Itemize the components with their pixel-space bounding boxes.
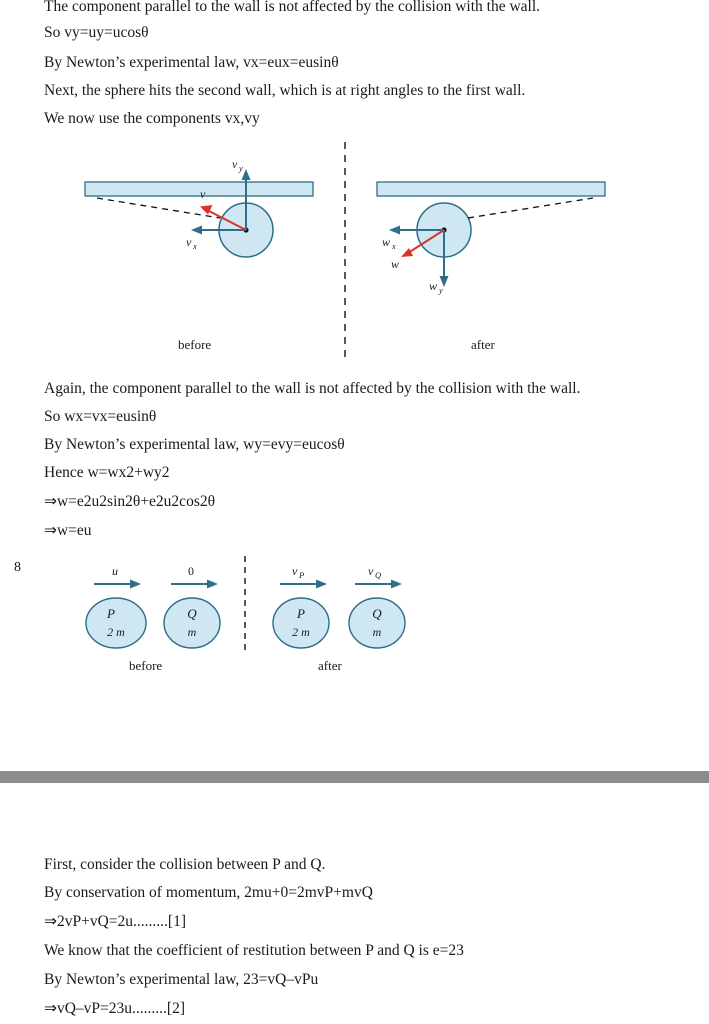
label-vy-before: v — [232, 157, 238, 171]
paragraph-line: The component parallel to the wall is not affected by the collision with the wall. — [44, 0, 541, 15]
svg-text:x: x — [392, 241, 396, 251]
label-u: u — [112, 564, 118, 578]
figure-caption-before: before — [178, 337, 212, 352]
label-mass-q-after: m — [372, 625, 382, 639]
svg-text:y: y — [239, 163, 243, 173]
w-arrowhead-after — [401, 248, 413, 257]
label-wx-after: w — [382, 235, 391, 249]
label-q-after: Q — [372, 606, 382, 621]
paragraph-line: ⇒2vP+vQ=2u.........[1] — [44, 913, 186, 930]
paragraph-line: We know that the coefficient of restitution between P and Q is e=23 — [44, 942, 464, 959]
label-mass-q-before: m — [187, 625, 197, 639]
label-zero: 0 — [188, 564, 194, 578]
paragraph-line: So wx=vx=eusinθ — [44, 408, 157, 425]
label-p-before: P — [107, 606, 115, 621]
outgoing-path-after — [468, 198, 593, 218]
wall-after — [377, 182, 605, 196]
paragraph-line: ⇒w=eu — [44, 522, 92, 539]
wall-before — [85, 182, 313, 196]
paragraph-line: By conservation of momentum, 2mu+0=2mvP+mvQ — [44, 884, 373, 901]
sphere-figure-caption-after: after — [318, 658, 342, 673]
paragraph-line: By Newton’s experimental law, vx=eux=eusinθ — [44, 54, 339, 71]
label-mass-p-after: 2 m — [292, 625, 310, 639]
paragraph-line: First, consider the collision between P and Q. — [44, 856, 326, 873]
sphere-p-before — [86, 598, 146, 648]
label-vp: v — [292, 564, 298, 578]
v-arrowhead-before — [200, 205, 213, 215]
wx-arrowhead-after — [389, 226, 400, 235]
svg-text:P: P — [299, 570, 305, 580]
velocity-arrowhead-p-after — [316, 580, 327, 589]
svg-text:x: x — [193, 241, 197, 251]
sphere-figure-caption-before: before — [129, 658, 163, 673]
paragraph-line: ⇒vQ–vP=23u.........[2] — [44, 1000, 185, 1017]
sphere-collision-figure — [78, 556, 423, 656]
paragraph-line: Again, the component parallel to the wall is not affected by the collision with the wall. — [44, 380, 581, 397]
paragraph-line: By Newton’s experimental law, wy=evy=eucosθ — [44, 436, 345, 453]
vx-arrowhead-before — [191, 226, 202, 235]
label-wy-after: w — [429, 279, 438, 293]
velocity-arrowhead-p-before — [130, 580, 141, 589]
question-number: 8 — [14, 560, 21, 575]
label-v-before: v — [200, 187, 206, 201]
label-w-after: w — [391, 257, 400, 271]
wall-collision-figure — [60, 140, 650, 365]
vy-arrowhead-before — [242, 169, 251, 180]
paragraph-line: Next, the sphere hits the second wall, which is at right angles to the first wall. — [44, 82, 526, 99]
paragraph-line: So vy=uy=ucosθ — [44, 24, 149, 41]
figure-caption-after: after — [471, 337, 495, 352]
svg-text:Q: Q — [375, 570, 382, 580]
svg-text:y: y — [439, 285, 443, 295]
label-p-after: P — [297, 606, 305, 621]
label-vx-before: v — [186, 235, 192, 249]
paragraph-line: We now use the components vx,vy — [44, 110, 260, 127]
velocity-arrowhead-q-before — [207, 580, 218, 589]
paragraph-line: ⇒w=e2u2sin2θ+e2u2cos2θ — [44, 493, 216, 510]
velocity-arrowhead-q-after — [391, 580, 402, 589]
label-q-before: Q — [187, 606, 197, 621]
paragraph-line: By Newton’s experimental law, 23=vQ–vPu — [44, 971, 319, 988]
page-divider — [0, 771, 709, 783]
label-mass-p-before: 2 m — [107, 625, 125, 639]
label-vq: v — [368, 564, 374, 578]
paragraph-line: Hence w=wx2+wy2 — [44, 464, 170, 481]
